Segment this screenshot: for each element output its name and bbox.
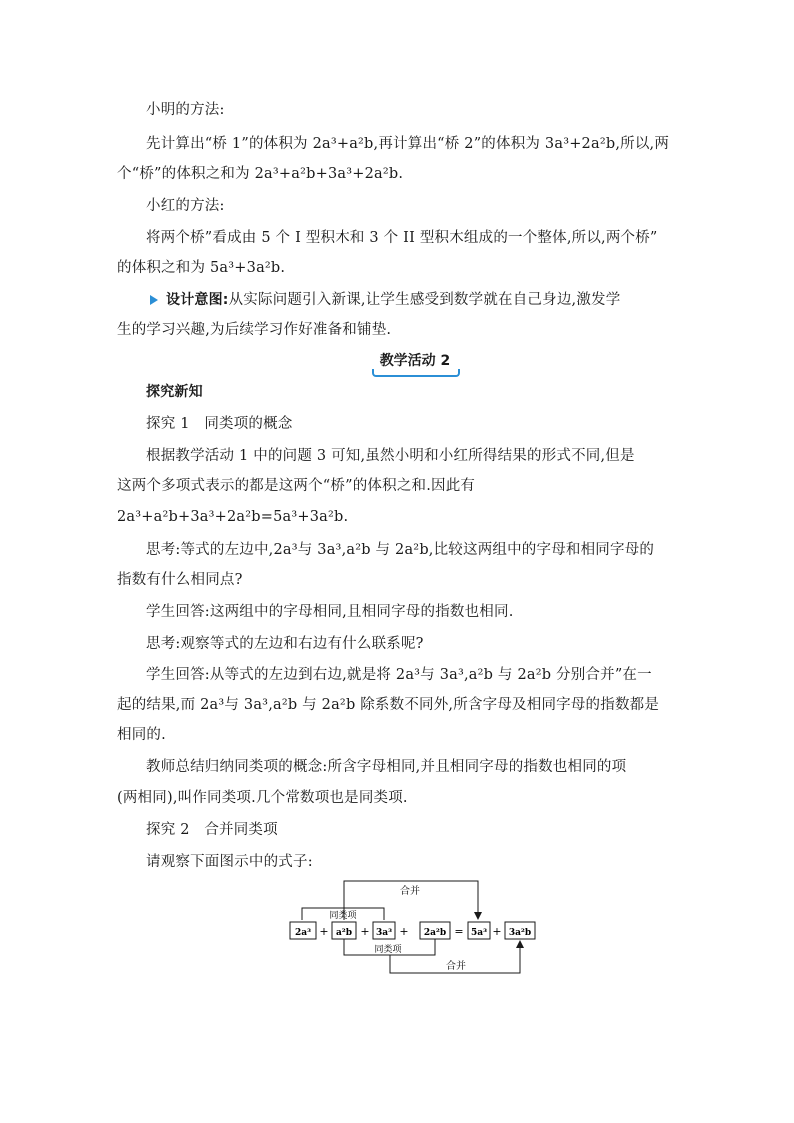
subsection-title: 探究 2 合并同类项 (146, 822, 278, 838)
section-title-underline (372, 369, 460, 377)
text-line: 先计算出“桥 1”的体积为 2a³+a²b,再计算出“桥 2”的体积为 3a³+2a²b,所以,两 (146, 136, 670, 152)
xiaoming-method-label: 小明的方法: (146, 102, 225, 118)
term-2a3: 2a³ (294, 928, 312, 938)
op-plus: + (492, 925, 502, 938)
subsection-title: 探究 1 同类项的概念 (146, 416, 293, 432)
text-line: 起的结果,而 2a³与 3a³,a²b 与 2a²b 除系数不同外,所含字母及相同字母的指数都是 (117, 697, 660, 713)
text-line: (两相同),叫作同类项.几个常数项也是同类项. (117, 790, 408, 806)
text-line: 指数有什么相同点? (117, 572, 243, 588)
like-terms-label-1: 同类项 (329, 911, 357, 921)
section-title: 教学活动 2 (379, 353, 451, 369)
text-line: 这两个多项式表示的都是这两个“桥”的体积之和.因此有 (117, 478, 476, 494)
op-plus: + (399, 925, 409, 938)
term-2a2b: 2a²b (423, 928, 447, 938)
text-line: 个“桥”的体积之和为 2a³+a²b+3a³+2a²b. (117, 166, 404, 182)
text-line: 生的学习兴趣,为后续学习作好准备和铺垫. (117, 322, 392, 338)
equation-line: 2a³+a²b+3a³+2a²b=5a³+3a²b. (117, 509, 349, 525)
text-line: 根据教学活动 1 中的问题 3 可知,虽然小明和小红所得结果的形式不同,但是 (146, 448, 635, 464)
text-line: 将两个桥”看成由 5 个 I 型积木和 3 个 II 型积木组成的一个整体,所以,两个桥” (146, 230, 658, 246)
explore-title: 探究新知 (146, 384, 203, 400)
bottom-merge-label: 合并 (446, 961, 466, 972)
text-line: 思考:等式的左边中,2a³与 3a³,a²b 与 2a²b,比较这两组中的字母和相同字母的 (146, 542, 655, 558)
op-equals: = (454, 925, 464, 938)
like-terms-label-2: 同类项 (374, 945, 402, 955)
term-3a3: 3a³ (375, 928, 393, 938)
text-line: 思考:观察等式的左边和右边有什么联系呢? (146, 636, 424, 652)
xiaohong-method-label: 小红的方法: (146, 198, 225, 214)
text-line: 相同的. (117, 727, 166, 743)
text-line: 的体积之和为 5a³+3a²b. (117, 260, 286, 276)
design-intent-label: 设计意图: (166, 292, 229, 308)
text-line: 请观察下面图示中的式子: (146, 854, 313, 870)
design-intent-text: 从实际问题引入新课,让学生感受到数学就在自己身边,激发学 (228, 292, 621, 308)
term-a2b: a²b (335, 928, 353, 938)
op-plus: + (360, 925, 370, 938)
top-merge-label: 合并 (400, 886, 420, 897)
op-plus: + (319, 925, 329, 938)
text-line: 学生回答:这两组中的字母相同,且相同字母的指数也相同. (146, 604, 514, 620)
term-5a3: 5a³ (470, 928, 488, 938)
text-line: 学生回答:从等式的左边到右边,就是将 2a³与 3a³,a²b 与 2a²b 分别合并”在一 (146, 667, 652, 683)
like-terms-diagram (280, 875, 550, 980)
text-line: 教师总结归纳同类项的概念:所含字母相同,并且相同字母的指数也相同的项 (146, 759, 627, 775)
triangle-bullet-icon (150, 295, 158, 305)
term-3a2b: 3a²b (508, 928, 532, 938)
design-intent-line (166, 290, 726, 310)
